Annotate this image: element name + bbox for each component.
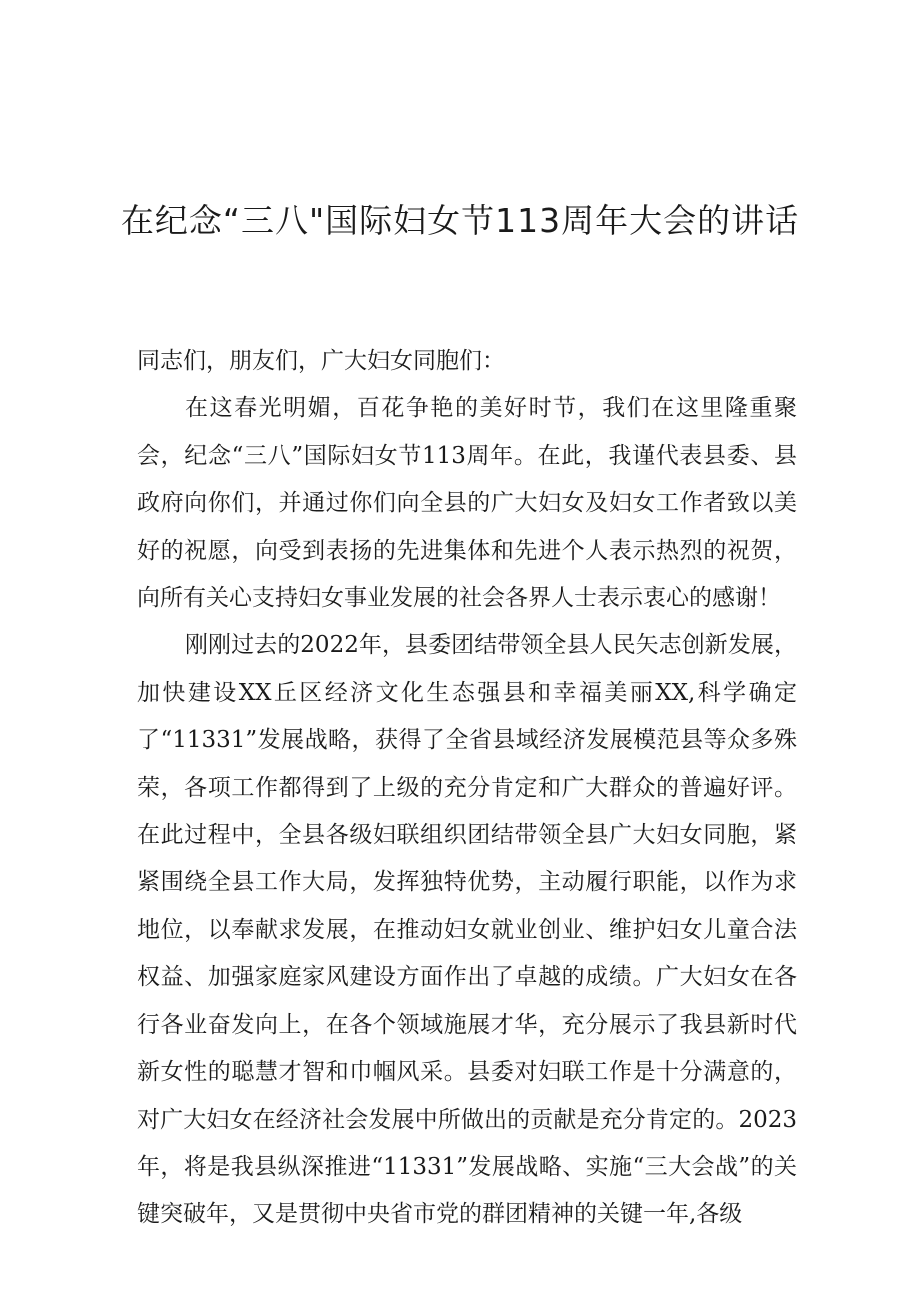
paragraph-2: 刚刚过去的2022年，县委团结带领全县人民矢志创新发展，加快建设XX丘区经济文化生态强县和幸福美丽XX,科学确定了“11331”发展战略，获得了全省县域经济发展模范县等众多殊荣，各项工作都得到了上级的充分肯定和广大群众的普遍好评。在此过程中，全县各级妇联组织团结带领全县广大妇女同胞，紧紧围绕全县工作大局，发挥独特优势，主动履行职能，以作为求地位，以奉献求发展，在推动妇女就业创业、维护妇女儿童合法权益、加强家庭家风建设方面作出了卓越的成绩。广大妇女在各行各业奋发向上，在各个领域施展才华，充分展示了我县新时代新女性的聪慧才智和巾帼风采。县委对妇联工作是十分满意的，对广大妇女在经济社会发展中所做出的贡献是充分肯定的。2023年，将是我县纵深推进“11331”发展战略、实施“三大会战”的关键突破年，又是贯彻中央省市党的群团精神的关键一年,各级	[137, 632, 797, 1228]
document-body	[137, 338, 797, 1239]
salutation: 同志们，朋友们，广大妇女同胞们：	[137, 348, 505, 374]
document-title: 在纪念“三八"国际妇女节113周年大会的讲话	[120, 201, 800, 240]
paragraph-1: 在这春光明媚，百花争艳的美好时节，我们在这里隆重聚会，纪念“三八”国际妇女节113周年。在此，我谨代表县委、县政府向你们，并通过你们向全县的广大妇女及妇女工作者致以美好的祝愿，向受到表扬的先进集体和先进个人表示热烈的祝贺，向所有关心支持妇女事业发展的社会各界人士表示衷心的感谢！	[137, 395, 797, 612]
